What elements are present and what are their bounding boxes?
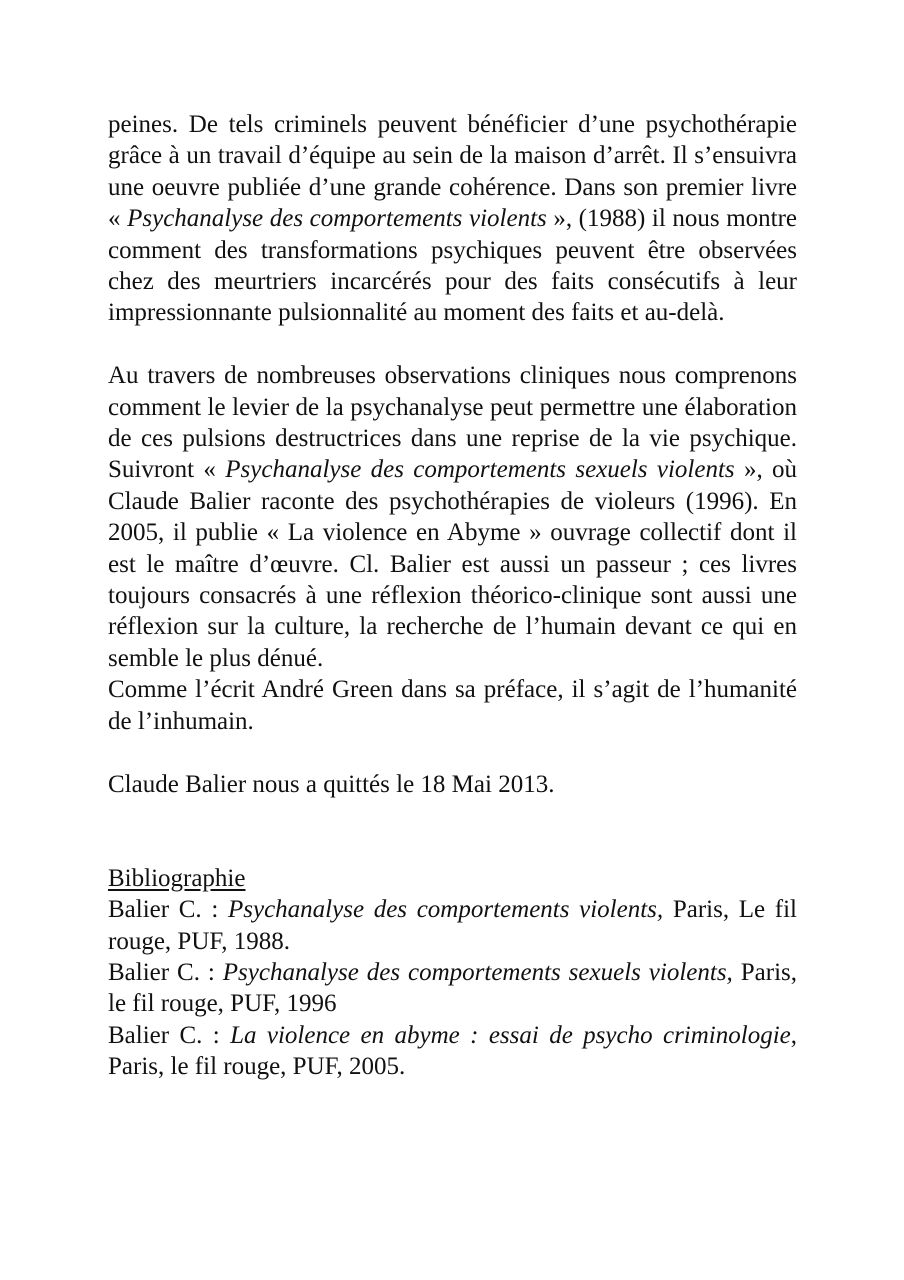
paragraph-1-text-a: peines. De tels criminels peuvent bénéficier d’une psychothérapie grâce à un travail d’équipe au sein de la maison d’arrêt. Il s’ensuivra une oeuvre publiée d’une grande cohérence. Dans son premier livre « bbox=[108, 111, 797, 233]
bib-title: Psychanalyse des comportements sexuels violents, bbox=[222, 958, 733, 986]
bibliography-entry-1 bbox=[108, 894, 797, 957]
bib-title: Psychanalyse des comportements violents, bbox=[227, 896, 664, 924]
paragraph-1-book-title: Psychanalyse des comportements violents bbox=[127, 205, 547, 233]
paragraph-2-text-a: Au travers de nombreuses observations cliniques nous comprenons comment le levier de la psychanalyse peut permettre une élaboration de ces pulsions destructrices dans une reprise de la vie psychique. Suivront « bbox=[108, 362, 797, 484]
bib-publisher: , Paris, le fil rouge, PUF, 2005. bbox=[108, 1021, 797, 1081]
paragraph-4: Claude Balier nous a quittés le 18 Mai 2013. bbox=[108, 770, 555, 798]
paragraph-3: Comme l’écrit André Green dans sa préface, il s’agit de l’humanité de l’inhumain. bbox=[108, 676, 797, 735]
bibliography-entry-3 bbox=[108, 1020, 797, 1083]
spacer bbox=[108, 737, 797, 768]
paragraph-2 bbox=[108, 360, 797, 674]
bibliography-heading bbox=[108, 863, 797, 894]
paragraph-1-text-b: », (1988) il nous montre comment des transformations psychiques peuvent être observées chez des meurtriers incarcérés pour des faits consécutifs à leur impressionnante pulsionnalité au moment des faits et au-delà. bbox=[108, 205, 798, 327]
spacer bbox=[108, 800, 797, 863]
bib-title: La violence en abyme : essai de psycho criminologie bbox=[230, 1021, 791, 1049]
spacer bbox=[108, 329, 797, 360]
bib-author: Balier C. : bbox=[108, 1021, 231, 1049]
paragraph-1 bbox=[108, 109, 797, 329]
bib-author: Balier C. : bbox=[108, 958, 223, 986]
bib-author: Balier C. : bbox=[108, 896, 228, 924]
bib-publisher: Paris, le fil rouge, PUF, 1996 bbox=[108, 958, 797, 1018]
paragraph-2-book-title: Psychanalyse des comportements sexuels violents bbox=[225, 456, 735, 484]
bibliography-entry-2 bbox=[108, 957, 797, 1020]
bibliography-heading-text: Bibliographie bbox=[108, 864, 246, 892]
bib-publisher: Paris, Le fil rouge, PUF, 1988. bbox=[108, 896, 797, 955]
paragraph-2-text-b: », où Claude Balier raconte des psychothérapies de violeurs (1996). En 2005, il publie « La violence en Abyme » ouvrage collectif dont il est le maître d’œuvre. Cl. Balier est aussi un passeur ; ces livres toujours consacrés à une réflexion théorico-clinique sont aussi une réflexion sur la culture, la recherche de l’humain devant ce qui en semble le plus dénué. bbox=[108, 456, 798, 672]
